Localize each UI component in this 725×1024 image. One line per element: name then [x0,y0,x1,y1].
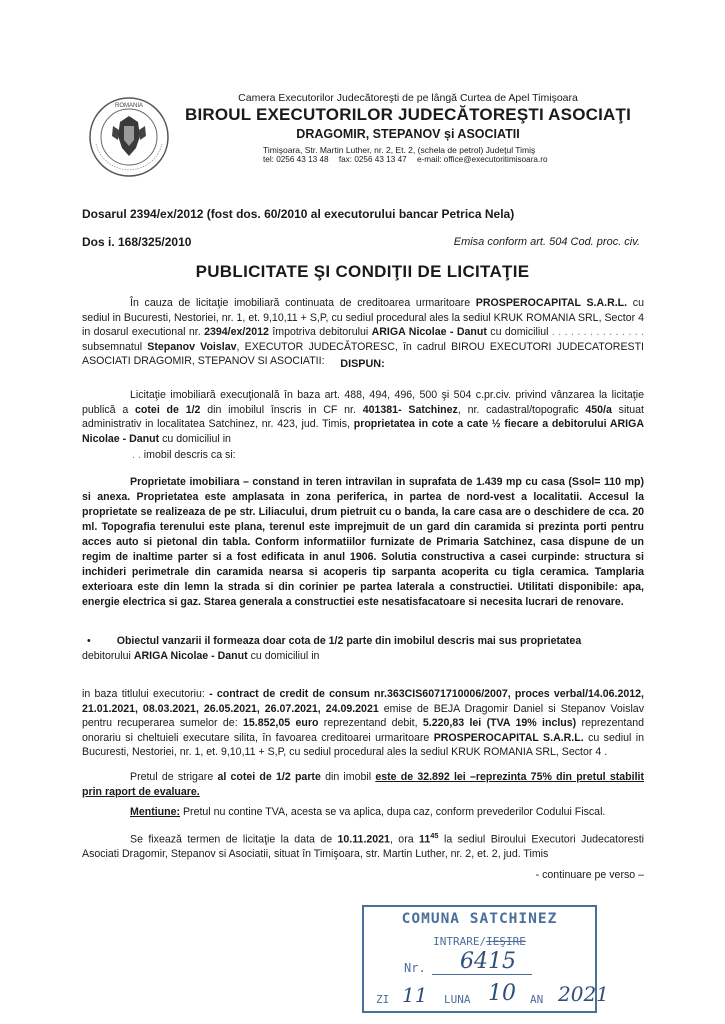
auction-paragraph: Licitaţie imobiliară execuţională în baza art. 488, 494, 496, 500 şi 504 c.pr.civ. privind vânzarea la licitaţie publică a cotei de 1/2 din imobilul înscris in CF nr. 401381- Satchinez, nr. cadastral/topografic 450/a situat administrativ in localitatea Satchinez, nr. 423, jud. Timis, proprietatea in cote a cate ½ fiecare a debitorului ARIGA Nicolae - Danut cu domiciliul in [82,389,644,445]
stamp-luna-label: LUNA [444,993,471,1006]
property-description: Proprietate imobiliara – constand in teren intravilan in suprafata de 1.439 mp cu casa (Ssol= 110 mp) si anexa. Proprietatea este amplasata in zona periferica, in partea de nord-vest a localitatii. Accesul la proprietate se realizeaza de pe str. Liliacului, drum pietruit cu o banda, la care casa are o deschidere de cca. 20 ml. Topografia terenului este plana, terenul este imprejmuit de un gard din caramida si prezinta porti pentru acces auto si pietonal din tabla. Conform informatiilor furnizate de Primaria Satchinez, casa dispune de un regim de inaltime parter si a fost edificata in anul 1906. Solutia constructiva a casei curpinde: structura si inchideri perimetrale din caramida nearsa si acoperis tip sarpanta acoperita cu tigla ceramica. Tamplaria exterioara este din lemn la strada si din corinier pe partea laterala a constructiei. Utilitati disponibile: apa, energie electrica si gaz. Starea generala a constructiei este nesatisfacatoare si necesita lucrari de renovare. [82,476,644,608]
stamp-an-label: AN [530,993,544,1006]
office-partners: DRAGOMIR, STEPANOV și ASOCIATII [296,127,520,141]
registration-stamp [362,905,609,1013]
stamp-nr-value: 6415 [460,949,516,974]
stamp-direction: INTRARE/IEŞIRE [433,935,526,948]
dos-i-number: Dos i. 168/325/2010 [82,235,192,249]
imobil-descris: . . imobil descris ca si: [132,449,236,461]
stamp-zi-value: 11 [402,983,428,1007]
enforcement-title: in baza titlului executoriu: - contract de credit de consum nr.363CIS6071710006/2007, proces verbal/14.06.2012, 21.01.2021, 08.03.2021, 26.05.2021, 26.07.2021, 24.09.2021 emise de BEJA Dragomir Daniel si Stepanov Voislav pentru recuperarea sumelor de: 15.852,05 euro reprezentand debit, 5.220,83 lei (TVA 19% inclus) reprezentand onorariu si cheltuieli executare silita, în favoarea creditoarei urmaritoare PROSPEROCAPITAL S.A.R.L. cu sediul in Bucuresti, Nestoriei, nr. 1, et. 9,10,11 + S,P, cu sediul procedural ales la sediul KRUK ROMANIA SRL, Sector 4 . [82,688,644,758]
stamp-title: COMUNA SATCHINEZ [401,911,558,927]
stamp-an-value: 2021 [558,982,609,1006]
stamp-luna-value: 10 [488,981,516,1006]
coat-of-arms-seal-icon [88,96,170,178]
email: e-mail: office@executoritimisoara.ro [416,155,548,164]
issued-note: Emisa conform art. 504 Cod. proc. civ. [453,236,640,248]
stamp-zi-label: ZI [376,993,390,1006]
dispun-heading: DISPUN: [340,358,385,370]
mention: Mentiune: Pretul nu contine TVA, acesta se va aplica, dupa caz, conform prevederilor Codului Fiscal. [130,806,606,818]
fax: fax: 0256 43 13 47 [338,155,407,164]
stamp-nr-label: Nr. [404,961,426,975]
letterhead [178,92,638,164]
office-name: BIROUL EXECUTORILOR JUDECĂTOREŞTI ASOCIAŢI [184,105,632,124]
starting-price: Pretul de strigare al cotei de 1/2 parte din imobil este de 32.892 lei –reprezinta 75% din pretul stabilit prin raport de evaluare. [82,771,644,798]
office-address: Timişoara, Str. Martin Luther, nr. 2, Et. 2, (schela de petrol) Judeţul Timiş [263,145,536,155]
svg-text:ROMANIA: ROMANIA [114,103,144,109]
phone: tel: 0256 43 13 48 [263,155,329,164]
case-number: Dosarul 2394/ex/2012 (fost dos. 60/2010 al executorului bancar Petrica Nela) [82,207,515,221]
auction-date: Se fixează termen de licitaţie la data de 10.11.2021, ora $11^{45}$ la sediul Biroului Executori Judecatoresti Asociati Dragomir, Stepanov si Asociatii, situat în Timişoara, str. Martin Luther, nr. 2, et. 2, jud. Timis [82,831,644,861]
chamber-line: Camera Executorilor Judecătoreşti de pe lângă Curtea de Apel Timişoara [238,92,578,104]
intro-paragraph: În cauza de licitaţie imobiliară continuata de creditoarea urmaritoare PROSPEROCAPITAL S.A.R.L. cu sediul in Bucuresti, Nestoriei, nr. 1, et. 9,10,11 + S,P, cu sediul procedural ales la sediul KRUK ROMANIA SRL, Sector 4 in dosarul executional nr. 2394/ex/2012 împotriva debitorului ARIGA Nicolae - Danut cu domiciliul . . . . . . . . . . . . . . . subsemnatul Stepanov Voislav, EXECUTOR JUDECĂTORESC, în cadrul BIROU EXECUTORI JUDECATORESTI ASOCIATI DRAGOMIR, STEPANOV SI ASOCIATII: [82,297,645,367]
object-of-sale: • Obiectul vanzarii il formeaza doar cota de 1/2 parte din imobilul descris mai sus proprietatea debitorului ARIGA Nicolae - Danut cu domiciliul in [82,635,582,662]
document-title: PUBLICITATE ŞI CONDIŢII DE LICITAŢIE [195,262,530,281]
continue-note: - continuare pe verso – [535,869,644,881]
contact-line [178,155,638,164]
